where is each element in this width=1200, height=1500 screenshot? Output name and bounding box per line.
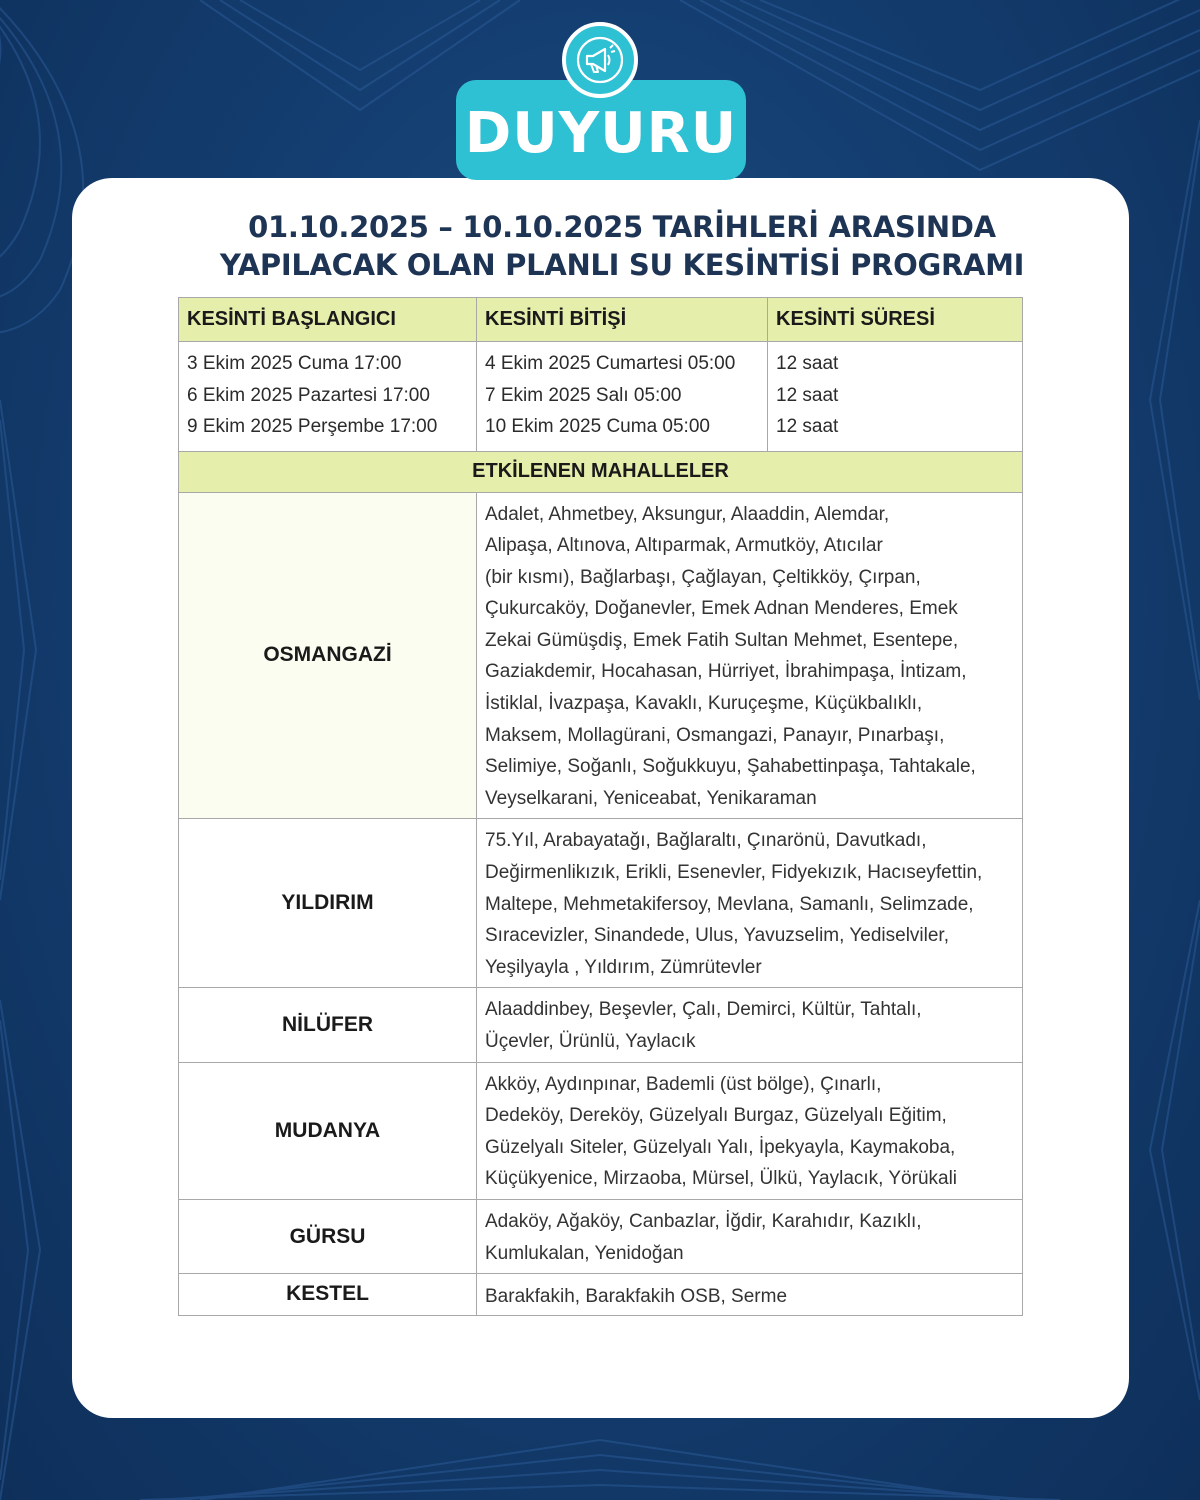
start-time: 3 Ekim 2025 Cuma 17:00 (187, 353, 402, 374)
neighborhood-line: Değirmenlikızık, Erikli, Esenevler, Fidyekızık, Hacıseyfettin, (485, 862, 983, 884)
district-name: NİLÜFER (179, 988, 477, 1062)
end-time: 7 Ekim 2025 Salı 05:00 (485, 384, 682, 406)
announcement-card (72, 178, 1129, 1418)
badge-label: DUYURU (464, 100, 738, 166)
neighborhood-line: Adalet, Ahmetbey, Aksungur, Alaaddin, Alemdar, (485, 503, 890, 525)
district-row-kestel (179, 1274, 1023, 1316)
district-row-gursu (179, 1199, 1023, 1273)
megaphone-badge (562, 22, 638, 98)
neighborhood-line: Barakfakih, Barakfakih OSB, Serme (485, 1286, 788, 1308)
district-neighborhoods (477, 1199, 1023, 1273)
times-row (179, 342, 1023, 452)
district-name: KESTEL (179, 1274, 477, 1316)
end-time: 10 Ekim 2025 Cuma 05:00 (485, 416, 710, 437)
duration: 12 saat (776, 384, 839, 406)
district-neighborhoods (477, 1274, 1023, 1316)
district-name: YILDIRIM (179, 819, 477, 988)
neighborhood-line: Yeşilyayla , Yıldırım, Zümrütevler (485, 956, 762, 978)
neighborhood-line: Selimiye, Soğanlı, Soğukkuyu, Şahabettinpaşa, Tahtakale, (485, 756, 976, 778)
start-times (179, 342, 477, 452)
neighborhood-line: Alipaşa, Altınova, Altıparmak, Armutköy, Atıcılar (485, 535, 883, 557)
district-neighborhoods (477, 492, 1023, 819)
neighborhood-line: Maksem, Mollagürani, Osmangazi, Panayır, Pınarbaşı, (485, 724, 945, 746)
district-row-osmangazi (179, 492, 1023, 819)
neighborhood-line: Gaziakdemir, Hocahasan, Hürriyet, İbrahimpaşa, İntizam, (485, 661, 967, 683)
district-neighborhoods (477, 819, 1023, 988)
title-line-1: 01.10.2025 – 10.10.2025 TARİHLERİ ARASINDA (248, 210, 996, 244)
neighborhood-line: Güzelyalı Siteler, Güzelyalı Yalı, İpekyayla, Kaymakoba, (485, 1136, 956, 1158)
neighborhood-line: Maltepe, Mehmetakifersoy, Mevlana, Samanlı, Selimzade, (485, 893, 974, 915)
start-time: 9 Ekim 2025 Perşembe 17:00 (187, 416, 438, 437)
duration: 12 saat (776, 353, 839, 374)
neighborhood-line: Adaköy, Ağaköy, Canbazlar, İğdir, Karahıdır, Kazıklı, (485, 1210, 922, 1232)
end-times (477, 342, 768, 452)
district-neighborhoods (477, 1062, 1023, 1199)
duration: 12 saat (776, 416, 839, 437)
district-neighborhoods (477, 988, 1023, 1062)
neighborhood-line: Veyselkarani, Yeniceabat, Yenikaraman (485, 787, 817, 809)
neighborhood-line: Dedeköy, Dereköy, Güzelyalı Burgaz, Güzelyalı Eğitim, (485, 1105, 947, 1127)
neighborhood-line: Kumlukalan, Yenidoğan (485, 1242, 684, 1264)
neighborhood-line: 75.Yıl, Arabayatağı, Bağlaraltı, Çınarönü, Davutkadı, (485, 830, 927, 852)
neighborhood-line: Alaaddinbey, Beşevler, Çalı, Demirci, Kültür, Tahtalı, (485, 999, 922, 1021)
neighborhood-line: Küçükyenice, Mirzaoba, Mürsel, Ülkü, Yaylacık, Yörükali (485, 1168, 958, 1190)
neighborhood-line: Üçevler, Ürünlü, Yaylacık (485, 1031, 696, 1052)
district-row-mudanya (179, 1062, 1023, 1199)
header-start: KESİNTİ BAŞLANGICI (179, 298, 477, 342)
table-header-row (179, 298, 1023, 342)
header-end: KESİNTİ BİTİŞİ (477, 298, 768, 342)
section-header-row (179, 451, 1023, 492)
megaphone-icon (575, 35, 625, 85)
district-row-yildirim (179, 819, 1023, 988)
page-title (72, 208, 1172, 284)
district-name: MUDANYA (179, 1062, 477, 1199)
neighborhood-line: Çukurcaköy, Doğanevler, Emek Adnan Menderes, Emek (485, 598, 958, 620)
header-duration: KESİNTİ SÜRESİ (768, 298, 1023, 342)
district-row-nilufer (179, 988, 1023, 1062)
schedule-table (178, 297, 1023, 1316)
district-name: OSMANGAZİ (179, 492, 477, 819)
durations (768, 342, 1023, 452)
title-line-2: YAPILACAK OLAN PLANLI SU KESİNTİSİ PROGRAMI (219, 248, 1025, 282)
neighborhood-line: İstiklal, İvazpaşa, Kavaklı, Kuruçeşme, Küçükbalıklı, (485, 693, 923, 715)
neighborhood-line: (bir kısmı), Bağlarbaşı, Çağlayan, Çeltikköy, Çırpan, (485, 566, 921, 588)
end-time: 4 Ekim 2025 Cumartesi 05:00 (485, 353, 736, 374)
neighborhood-line: Akköy, Aydınpınar, Bademli (üst bölge), Çınarlı, (485, 1073, 882, 1095)
section-title: ETKİLENEN MAHALLELER (179, 451, 1023, 492)
district-name: GÜRSU (179, 1199, 477, 1273)
start-time: 6 Ekim 2025 Pazartesi 17:00 (187, 384, 430, 406)
neighborhood-line: Zekai Gümüşdiş, Emek Fatih Sultan Mehmet, Esentepe, (485, 629, 959, 651)
neighborhood-line: Sıracevizler, Sinandede, Ulus, Yavuzselim, Yediselviler, (485, 925, 949, 947)
